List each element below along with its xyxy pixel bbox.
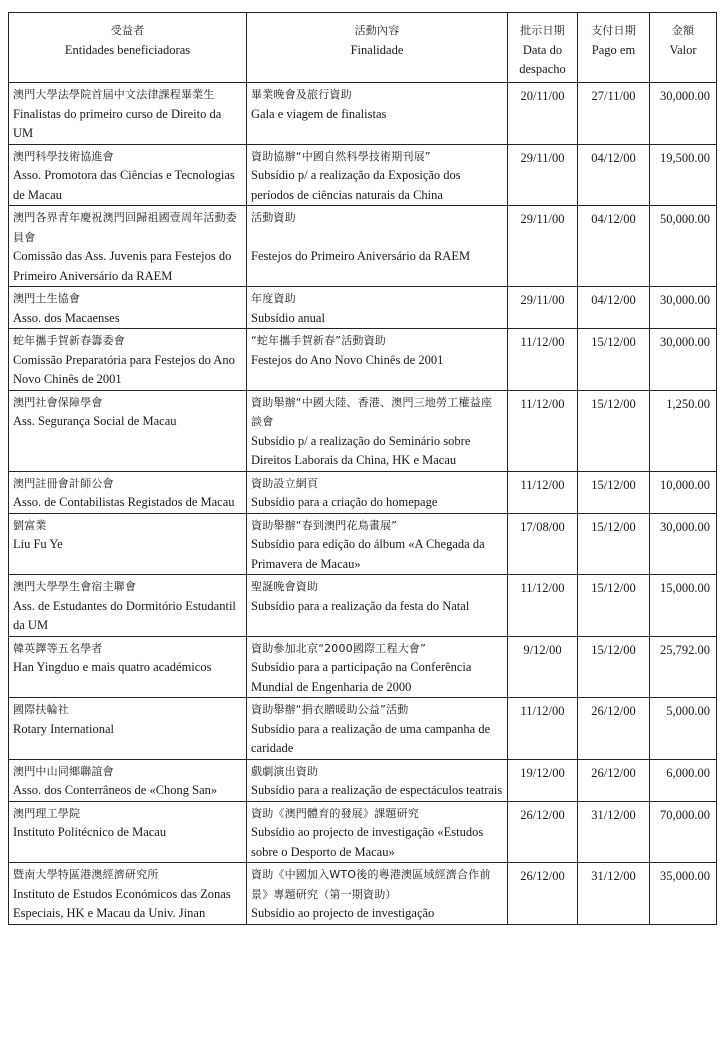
cell-value: 19,500.00 — [650, 144, 717, 206]
entity-zh: 澳門大學法學院首屆中文法律課程畢業生 — [13, 88, 215, 101]
purpose-pt: Subsídio para a criação do homepage — [251, 495, 438, 509]
cell-entity — [9, 863, 247, 925]
cell-dispatch-date: 11/12/00 — [508, 575, 578, 637]
cell-paid-date: 15/12/00 — [578, 329, 650, 391]
cell-entity — [9, 287, 247, 329]
entity-zh: 韓英鐸等五名學者 — [13, 641, 103, 655]
cell-dispatch-date: 17/08/00 — [508, 513, 578, 575]
table-row — [9, 863, 717, 925]
purpose-zh: 資助參加北京“2000國際工程大會” — [251, 641, 426, 655]
header-paid — [578, 13, 650, 83]
cell-entity — [9, 513, 247, 575]
purpose-zh: 聖誕晚會資助 — [251, 580, 319, 593]
cell-dispatch-date: 29/11/00 — [508, 144, 578, 206]
cell-paid-date: 31/12/00 — [578, 801, 650, 863]
purpose-zh: 畢業晚會及旅行資助 — [251, 88, 352, 101]
purpose-zh: 年度資助 — [251, 292, 296, 305]
cell-entity — [9, 698, 247, 760]
entity-zh: 澳門科學技術協進會 — [13, 149, 114, 163]
entity-zh: 劉富業 — [13, 518, 47, 532]
header-purpose — [247, 13, 508, 83]
cell-paid-date: 26/12/00 — [578, 698, 650, 760]
cell-value: 10,000.00 — [650, 471, 717, 513]
table-row — [9, 513, 717, 575]
cell-purpose — [247, 329, 508, 391]
purpose-zh: 資助設立網頁 — [251, 476, 319, 490]
cell-purpose — [247, 83, 508, 145]
cell-value: 70,000.00 — [650, 801, 717, 863]
cell-paid-date: 31/12/00 — [578, 863, 650, 925]
header-entity — [9, 13, 247, 83]
entity-zh: 澳門社會保障學會 — [13, 395, 103, 409]
purpose-pt: Subsídio para a realização de uma campanha de caridade — [251, 721, 491, 755]
cell-entity — [9, 83, 247, 145]
purpose-zh: 資助《中國加入WTO後的粵港澳區域經濟合作前景》專題研究（第一期資助） — [251, 868, 491, 901]
cell-purpose — [247, 863, 508, 925]
entity-zh: 暨南大學特區港澳經濟研究所 — [13, 868, 159, 881]
entity-pt: Asso. Promotora das Ciências e Tecnologias de Macau — [13, 168, 235, 202]
cell-value: 30,000.00 — [650, 287, 717, 329]
entity-zh: 澳門大學學生會宿主聯會 — [13, 580, 137, 593]
cell-dispatch-date: 26/12/00 — [508, 801, 578, 863]
cell-entity — [9, 471, 247, 513]
header-value-zh: 金額 — [671, 24, 695, 37]
cell-paid-date: 04/12/00 — [578, 287, 650, 329]
table-row — [9, 575, 717, 637]
cell-purpose — [247, 206, 508, 287]
cell-dispatch-date: 19/12/00 — [508, 759, 578, 801]
header-purpose-pt: Finalidade — [350, 42, 404, 57]
header-row — [9, 13, 717, 83]
cell-dispatch-date: 29/11/00 — [508, 206, 578, 287]
cell-purpose — [247, 390, 508, 471]
cell-value: 35,000.00 — [650, 863, 717, 925]
table-row — [9, 83, 717, 145]
entity-pt: Liu Fu Ye — [13, 537, 63, 551]
entity-zh: 國際扶輪社 — [13, 703, 69, 716]
cell-paid-date: 15/12/00 — [578, 513, 650, 575]
cell-dispatch-date: 29/11/00 — [508, 287, 578, 329]
header-dispatch-pt: Data do despacho — [519, 42, 566, 76]
purpose-pt: Subsídio para a participação na Conferência Mundial de Engenharia de 2000 — [251, 660, 472, 694]
entity-pt: Asso. dos Macaenses — [13, 310, 120, 325]
entity-zh: 澳門各界青年慶祝澳門回歸祖國壹周年活動委員會 — [13, 211, 237, 244]
table-row — [9, 390, 717, 471]
cell-purpose — [247, 636, 508, 698]
entity-zh: 澳門理工學院 — [13, 806, 81, 820]
entity-pt: Instituto de Estudos Económicos das Zonas Especiais, HK e Macau da Univ. Jinan — [13, 886, 231, 920]
purpose-zh: 戲劇演出資助 — [251, 764, 319, 778]
purpose-pt: Subsídio para a realização de espectáculos teatrais — [251, 783, 503, 797]
cell-entity — [9, 144, 247, 206]
cell-dispatch-date: 11/12/00 — [508, 698, 578, 760]
purpose-pt: Subsídio p/ a realização do Seminário sobre Direitos Laborais da China, HK e Macau — [251, 433, 471, 467]
header-dispatch-zh: 批示日期 — [520, 24, 565, 37]
cell-paid-date: 04/12/00 — [578, 206, 650, 287]
cell-entity — [9, 390, 247, 471]
cell-value: 50,000.00 — [650, 206, 717, 287]
cell-paid-date: 15/12/00 — [578, 575, 650, 637]
table-row — [9, 471, 717, 513]
cell-purpose — [247, 575, 508, 637]
table-row — [9, 329, 717, 391]
cell-value: 1,250.00 — [650, 390, 717, 471]
entity-pt: Asso. dos Conterrâneos de «Chong San» — [13, 783, 218, 797]
purpose-pt: Subsídio para a realização da festa do Natal — [251, 598, 470, 613]
header-entity-zh: 受益者 — [110, 24, 145, 37]
cell-dispatch-date: 9/12/00 — [508, 636, 578, 698]
purpose-pt: Subsídio ao projecto de investigação «Estudos sobre o Desporto de Macau» — [251, 825, 484, 859]
entity-zh: 澳門土生協會 — [13, 292, 81, 305]
cell-purpose — [247, 698, 508, 760]
header-dispatch — [508, 13, 578, 83]
entity-pt: Instituto Politécnico de Macau — [13, 825, 167, 839]
cell-dispatch-date: 20/11/00 — [508, 83, 578, 145]
purpose-zh: 資助《澳門體育的發展》課題研究 — [251, 806, 419, 820]
purpose-pt: Subsídio ao projecto de investigação — [251, 906, 435, 920]
table-row — [9, 287, 717, 329]
cell-value: 30,000.00 — [650, 329, 717, 391]
purpose-pt: Festejos do Ano Novo Chinês de 2001 — [251, 352, 444, 367]
cell-dispatch-date: 26/12/00 — [508, 863, 578, 925]
purpose-pt: Gala e viagem de finalistas — [251, 106, 387, 121]
table-row — [9, 759, 717, 801]
entity-pt: Asso. de Contabilistas Registados de Macau — [13, 495, 235, 509]
cell-paid-date: 04/12/00 — [578, 144, 650, 206]
entity-pt: Finalistas do primeiro curso de Direito da UM — [13, 106, 222, 140]
entity-pt: Rotary International — [13, 721, 115, 736]
cell-purpose — [247, 513, 508, 575]
cell-purpose — [247, 801, 508, 863]
header-value — [650, 13, 717, 83]
purpose-pt: Subsídio para edição do álbum «A Chegada da Primavera de Macau» — [251, 537, 485, 571]
grants-table — [8, 12, 717, 925]
cell-dispatch-date: 11/12/00 — [508, 329, 578, 391]
cell-value: 6,000.00 — [650, 759, 717, 801]
purpose-zh: 資助舉辦“中國大陸、香港、澳門三地勞工權益座談會 — [251, 395, 493, 428]
table-row — [9, 206, 717, 287]
purpose-zh: 資助舉辦“捐衣贈暖助公益”活動 — [251, 703, 409, 716]
table-row — [9, 801, 717, 863]
header-entity-pt: Entidades beneficiadoras — [64, 42, 191, 57]
purpose-zh: 資助舉辦“春到澳門花鳥畫展” — [251, 518, 398, 532]
cell-value: 5,000.00 — [650, 698, 717, 760]
purpose-zh: “蛇年攜手賀新春”活動資助 — [251, 334, 386, 347]
entity-pt: Comissão Preparatória para Festejos do Ano Novo Chinês de 2001 — [13, 352, 235, 386]
cell-purpose — [247, 144, 508, 206]
purpose-pt: Subsídio anual — [251, 310, 325, 325]
cell-entity — [9, 759, 247, 801]
header-purpose-zh: 活動內容 — [354, 24, 400, 37]
entity-pt: Ass. Segurança Social de Macau — [13, 414, 177, 428]
table-row — [9, 144, 717, 206]
purpose-pt: Festejos do Primeiro Aniversário da RAEM — [251, 248, 471, 263]
cell-paid-date: 15/12/00 — [578, 471, 650, 513]
table-header — [9, 13, 717, 83]
cell-entity — [9, 575, 247, 637]
header-paid-zh: 支付日期 — [591, 24, 636, 37]
cell-value: 25,792.00 — [650, 636, 717, 698]
header-paid-pt: Pago em — [591, 42, 636, 57]
table-body — [9, 83, 717, 925]
cell-purpose — [247, 759, 508, 801]
purpose-pt: Subsídio p/ a realização da Exposição dos períodos de ciências naturais da China — [251, 168, 461, 202]
cell-dispatch-date: 11/12/00 — [508, 390, 578, 471]
cell-entity — [9, 206, 247, 287]
cell-entity — [9, 329, 247, 391]
cell-paid-date: 26/12/00 — [578, 759, 650, 801]
cell-entity — [9, 801, 247, 863]
cell-paid-date: 15/12/00 — [578, 636, 650, 698]
cell-paid-date: 15/12/00 — [578, 390, 650, 471]
entity-pt: Han Yingduo e mais quatro académicos — [13, 660, 212, 674]
entity-zh: 澳門中山同鄉聯誼會 — [13, 764, 114, 778]
entity-zh: 蛇年攜手賀新春籌委會 — [13, 334, 125, 347]
entity-pt: Ass. de Estudantes do Dormitório Estudantil da UM — [13, 598, 236, 632]
header-value-pt: Valor — [669, 42, 697, 57]
purpose-zh: 資助協辦“中國自然科學技術期刊展” — [251, 149, 431, 163]
cell-purpose — [247, 471, 508, 513]
cell-paid-date: 27/11/00 — [578, 83, 650, 145]
table-row — [9, 698, 717, 760]
cell-value: 30,000.00 — [650, 83, 717, 145]
entity-pt: Comissão das Ass. Juvenis para Festejos do Primeiro Aniversário da RAEM — [13, 249, 232, 283]
entity-zh: 澳門註冊會計師公會 — [13, 476, 114, 490]
cell-value: 30,000.00 — [650, 513, 717, 575]
cell-purpose — [247, 287, 508, 329]
cell-value: 15,000.00 — [650, 575, 717, 637]
cell-dispatch-date: 11/12/00 — [508, 471, 578, 513]
cell-entity — [9, 636, 247, 698]
purpose-zh: 活動資助 — [251, 211, 296, 224]
table-row — [9, 636, 717, 698]
